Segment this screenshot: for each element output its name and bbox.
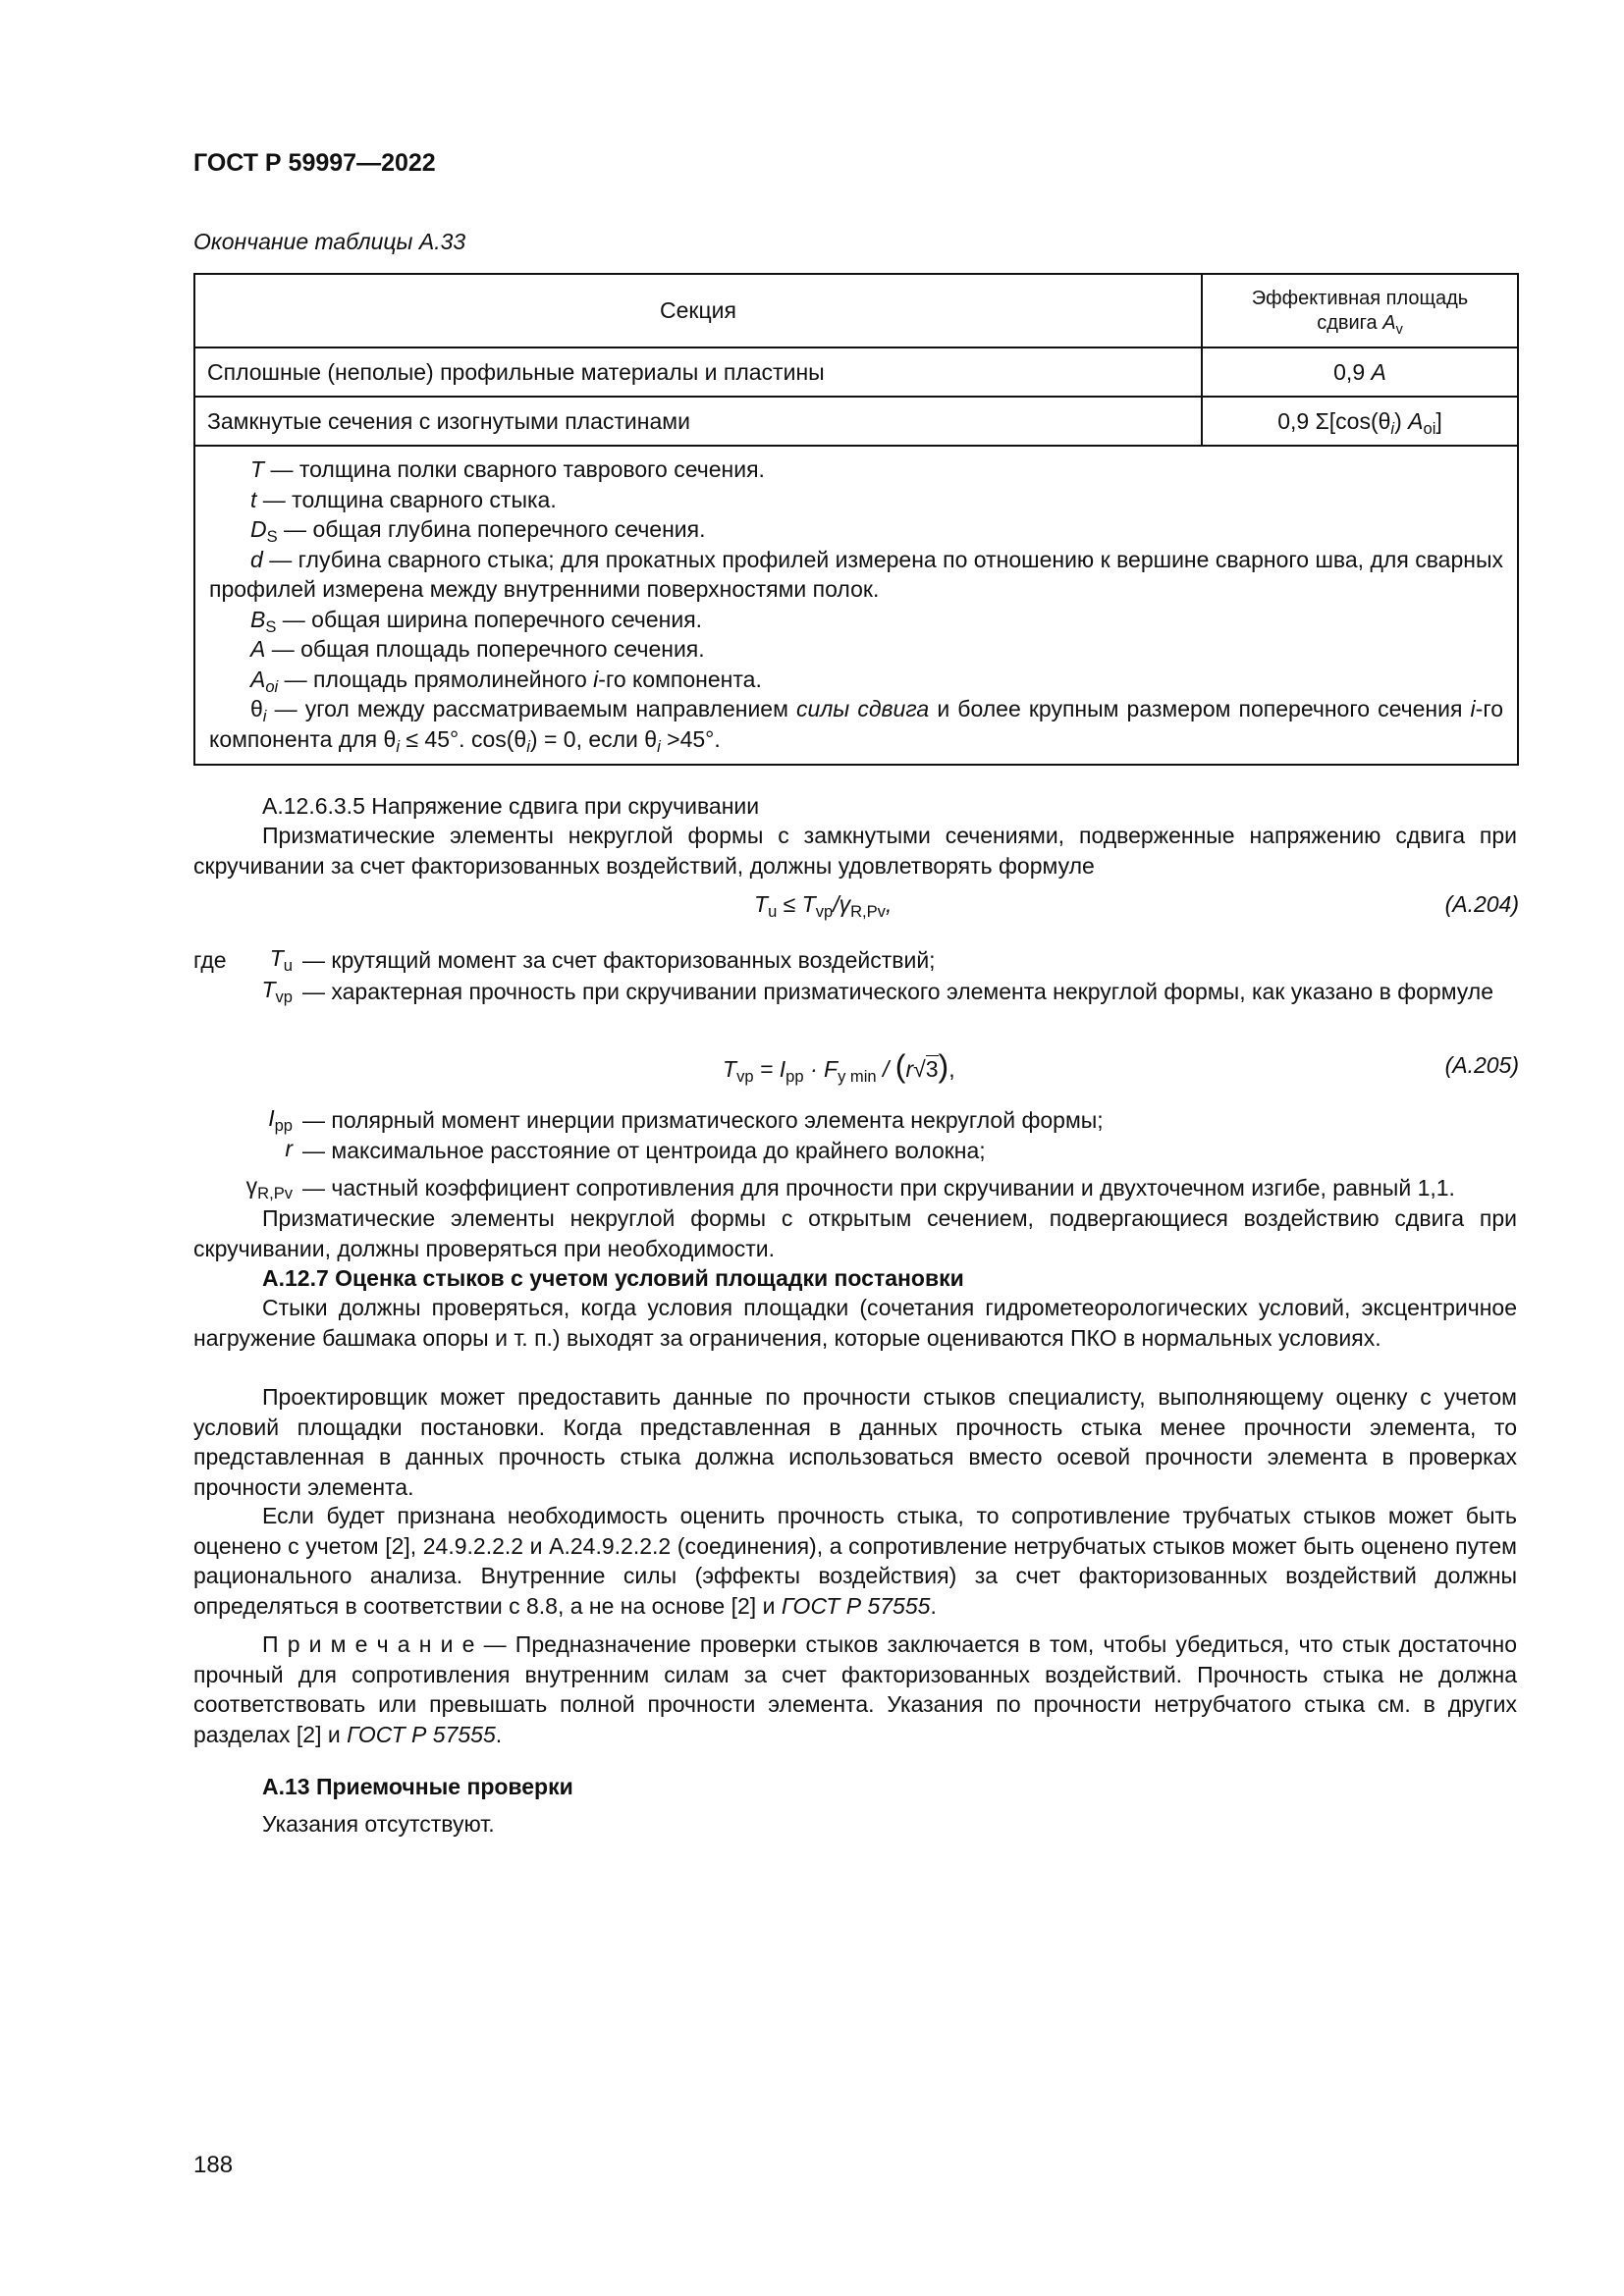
paragraph: Стыки должны проверяться, когда условия площадки (сочетания гидрометеорологических условий, эксцентричное нагружение башмака опоры и т. п.) выходят за ограничения, которые оцениваются ПКО в нормальных условиях. bbox=[193, 1295, 1517, 1351]
note-label: П р и м е ч а н и е bbox=[262, 1631, 475, 1657]
row-label: Сплошные (неполые) профильные материалы и пластины bbox=[194, 347, 1202, 397]
paragraph: Если будет признана необходимость оценить прочность стыка, то сопротивление трубчатых стыков может быть оценено с учетом [2], 24.9.2.2.2 и A.24.9.2.2.2 (соединения), а сопротивление нетрубчатых стыков может быть оценено путем рационального анализа. Внутренние силы (эффекты воздействия) за счет факторизованных воздействий должны определяться в соответствии с 8.8, а не на основе [2] и ГОСТ Р 57555. bbox=[193, 1503, 1517, 1619]
note-line: $B_S$ — общая ширина поперечного сечения. bbox=[250, 606, 703, 636]
table-notes-row bbox=[194, 446, 1518, 765]
row-value: 0,9 A bbox=[1202, 347, 1518, 397]
note-line: d — глубина сварного стыка; для прокатных профилей измерена по отношению к вершине сварного шва, для сварных профилей измерена между внутренними поверхностями полок. bbox=[209, 546, 1503, 602]
note-line: $D_S$ — общая глубина поперечного сечения. bbox=[250, 516, 706, 546]
def-text: — характерная прочность при скручивании призматического элемента некруглой формы, как указано в формуле bbox=[302, 979, 1494, 1004]
note-line: A — общая площадь поперечного сечения. bbox=[250, 636, 705, 662]
header-cell-section: Секция bbox=[194, 274, 1202, 347]
table-notes bbox=[194, 446, 1518, 765]
def-symbol: $I_{pp}$ bbox=[268, 1105, 293, 1135]
row-label: Замкнутые сечения с изогнутыми пластинами bbox=[194, 397, 1202, 446]
formula-a205: $T_{vp} = I_{pp} \cdot F_{y min} / (r√3)$, bbox=[723, 1048, 955, 1086]
formula-number-a204: (A.204) bbox=[1444, 891, 1519, 917]
document-header: ГОСТ Р 59997—2022 bbox=[193, 149, 436, 177]
paragraph: Призматические элементы некруглой формы с замкнутыми сечениями, подверженные напряжению сдвига при скручивании за счет факторизованных воздействий, должны удовлетворять формуле bbox=[193, 823, 1517, 879]
def-text: — крутящий момент за счет факторизованных воздействий; bbox=[302, 947, 936, 973]
table-row bbox=[194, 347, 1518, 397]
table-caption: Окончание таблицы А.33 bbox=[193, 229, 466, 254]
def-text: — полярный момент инерции призматического элемента некруглой формы; bbox=[302, 1107, 1104, 1133]
def-symbol: r bbox=[285, 1136, 293, 1161]
section-table bbox=[193, 273, 1519, 766]
def-text: — частный коэффициент сопротивления для прочности при скручивании и двухточечном изгибе, равный 1,1. bbox=[302, 1175, 1455, 1201]
header-cell-area: Эффективная площадь сдвига $A_v$ bbox=[1202, 274, 1518, 347]
def-symbol: $T_{vp}$ bbox=[261, 977, 293, 1006]
def-symbol: $\gamma_{R,Pv}$ bbox=[245, 1173, 293, 1202]
page-number: 188 bbox=[193, 2152, 234, 2178]
formula-number-a205: (A.205) bbox=[1444, 1052, 1519, 1078]
def-symbol: $T_u$ bbox=[269, 945, 293, 975]
note-line: $A_{oi}$ — площадь прямолинейного i-го компонента. bbox=[250, 666, 762, 696]
paragraph: Проектировщик может предоставить данные по прочности стыков специалисту, выполняющему оценку с учетом условий площадки постановки. Когда представленная в данных прочность стыка менее прочности элемента, то представленная в данных прочность стыка должна использоваться вместо осевой прочности элемента в проверках прочности элемента. bbox=[193, 1384, 1517, 1500]
row-value: 0,9 $\Sigma[\cos(\theta_i)$ $A_{oi}$] bbox=[1202, 397, 1518, 446]
paragraph: Указания отсутствуют. bbox=[262, 1811, 495, 1837]
section-heading-a12635: А.12.6.3.5 Напряжение сдвига при скручивании bbox=[262, 793, 760, 819]
formula-a204: $T_u \le T_{vp}/\gamma_{R,Pv}$, bbox=[754, 891, 893, 921]
paragraph: Призматические элементы некруглой формы с открытым сечением, подвергающиеся воздействию сдвига при скручивании, должны проверяться при необходимости. bbox=[193, 1205, 1517, 1261]
where-label: где bbox=[193, 947, 227, 973]
note-line: t — толщина сварного стыка. bbox=[250, 486, 557, 512]
note-line: T — толщина полки сварного таврового сечения. bbox=[250, 456, 765, 482]
def-text: — максимальное расстояние от центроида до крайнего волокна; bbox=[302, 1138, 986, 1163]
table-header-row bbox=[194, 274, 1518, 347]
section-heading-a127: А.12.7 Оценка стыков с учетом условий площадки постановки bbox=[262, 1265, 964, 1291]
note-line: $\theta_i$ — угол между рассматриваемым направлением силы сдвига и более крупным размером поперечного сечения i-го компонента для $\theta_i \le 45^\circ$. $\cos(\theta_i) = 0$, если $\theta_i >45^\circ$. bbox=[209, 696, 1503, 756]
section-heading-a13: А.13 Приемочные проверки bbox=[262, 1774, 573, 1799]
table-row bbox=[194, 397, 1518, 446]
note-paragraph: П р и м е ч а н и е — Предназначение проверки стыков заключается в том, чтобы убедиться, что стык достаточно прочный для сопротивления внутренним силам за счет факторизованных воздействий. Прочность стыка не должна соответствовать или превышать полной прочности элемента. Указания по прочности нетрубчатого стыка см. в других разделах [2] и ГОСТ Р 57555. bbox=[193, 1631, 1517, 1747]
